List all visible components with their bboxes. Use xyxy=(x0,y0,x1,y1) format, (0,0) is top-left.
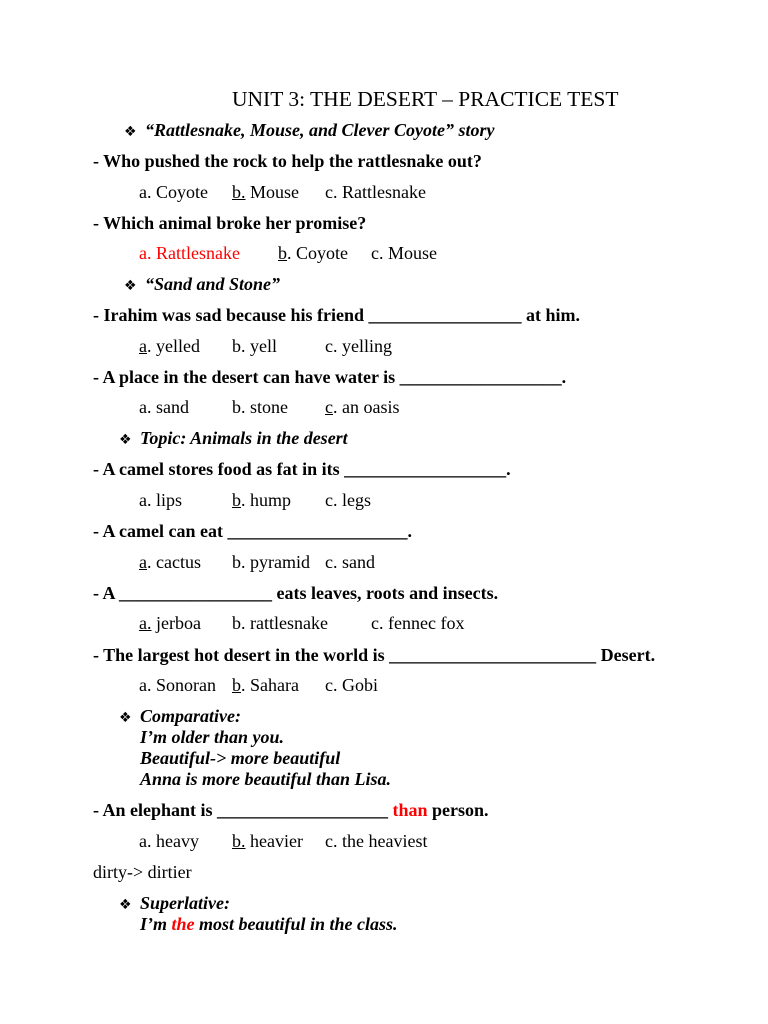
question-7: - A _________________ eats leaves, roots and insects. xyxy=(93,583,499,603)
diamond-bullet-icon: ❖ xyxy=(119,432,132,448)
question-8-option-c xyxy=(325,675,378,696)
option-text: . cactus xyxy=(147,552,201,572)
question-3-option-a xyxy=(139,336,200,357)
question-text: - An elephant is ___________________ xyxy=(93,800,393,820)
diamond-bullet-icon: ❖ xyxy=(119,897,132,913)
option-text: a. Coyote xyxy=(139,182,208,202)
option-text: c. Gobi xyxy=(325,675,378,695)
question-2: - Which animal broke her promise? xyxy=(93,213,367,233)
section-heading-text: “Sand and Stone” xyxy=(145,274,281,294)
question-9-option-a xyxy=(139,831,199,852)
question-4: - A place in the desert can have water is __________________. xyxy=(93,367,567,387)
option-text: jerboa xyxy=(151,613,201,633)
option-text: c. fennec fox xyxy=(371,613,465,633)
section-heading-text: Topic: Animals in the desert xyxy=(140,428,348,448)
question-2-option-c xyxy=(371,243,437,264)
option-text: heavier xyxy=(245,831,303,851)
section-heading-superlative xyxy=(119,893,230,916)
option-text: c. the heaviest xyxy=(325,831,428,851)
option-marker: b xyxy=(232,490,241,510)
option-text: b. rattlesnake xyxy=(232,613,328,633)
question-4-option-b xyxy=(232,397,288,418)
option-text: a. heavy xyxy=(139,831,199,851)
diamond-bullet-icon: ❖ xyxy=(124,278,137,294)
highlighted-word: than xyxy=(392,800,428,820)
comparative-example-3: Anna is more beautiful than Lisa. xyxy=(140,769,392,789)
option-text: a. sand xyxy=(139,397,189,417)
question-3: - Irahim was sad because his friend _________________ at him. xyxy=(93,305,581,325)
section-heading-comparative xyxy=(119,706,241,729)
question-7-option-a xyxy=(139,613,201,634)
question-5-option-a xyxy=(139,490,182,511)
option-text: c. Mouse xyxy=(371,243,437,263)
question-7-option-b xyxy=(232,613,328,634)
option-marker: b. xyxy=(232,182,246,202)
option-text: b. stone xyxy=(232,397,288,417)
option-marker: b. xyxy=(232,831,246,851)
question-text: person. xyxy=(427,800,489,820)
option-text: a. Rattlesnake xyxy=(139,243,240,263)
example-text: I’m xyxy=(140,914,172,934)
option-text: c. legs xyxy=(325,490,371,510)
question-5-option-b xyxy=(232,490,291,511)
highlighted-word: the xyxy=(171,914,195,934)
section-heading-story-2 xyxy=(124,274,280,297)
diamond-bullet-icon: ❖ xyxy=(119,710,132,726)
question-8-option-a xyxy=(139,675,216,696)
option-text: . Coyote xyxy=(287,243,348,263)
option-marker: a xyxy=(139,552,147,572)
comparative-example-2: Beautiful-> more beautiful xyxy=(140,748,341,768)
section-heading-text: Comparative: xyxy=(140,706,241,726)
note-line: dirty-> dirtier xyxy=(93,862,192,882)
question-7-option-c xyxy=(371,613,464,634)
question-2-option-b xyxy=(278,243,348,264)
option-text: . Sahara xyxy=(241,675,299,695)
question-1-option-c xyxy=(325,182,426,203)
option-text: a. lips xyxy=(139,490,182,510)
question-9-option-b xyxy=(232,831,303,852)
option-marker: c xyxy=(325,397,333,417)
diamond-bullet-icon: ❖ xyxy=(124,124,137,140)
question-4-option-c xyxy=(325,397,400,418)
option-text: c. Rattlesnake xyxy=(325,182,426,202)
question-3-option-b xyxy=(232,336,277,357)
section-heading-story-1 xyxy=(124,120,495,143)
section-heading-text: Superlative: xyxy=(140,893,230,913)
question-1: - Who pushed the rock to help the rattlesnake out? xyxy=(93,151,482,171)
question-2-option-a xyxy=(139,243,240,264)
option-text: c. yelling xyxy=(325,336,392,356)
option-text: c. sand xyxy=(325,552,375,572)
question-8: - The largest hot desert in the world is _______________________ Desert. xyxy=(93,645,656,665)
option-marker: b xyxy=(278,243,287,263)
example-text: most beautiful in the class. xyxy=(194,914,398,934)
option-text: Mouse xyxy=(245,182,299,202)
option-text: b. pyramid xyxy=(232,552,310,572)
question-9-option-c xyxy=(325,831,427,852)
option-marker: a xyxy=(139,336,147,356)
question-6-option-b xyxy=(232,552,310,573)
page-title: UNIT 3: THE DESERT – PRACTICE TEST xyxy=(232,87,619,111)
option-text: . hump xyxy=(241,490,292,510)
question-3-option-c xyxy=(325,336,392,357)
option-marker: b xyxy=(232,675,241,695)
question-4-option-a xyxy=(139,397,189,418)
section-heading-text: “Rattlesnake, Mouse, and Clever Coyote” story xyxy=(145,120,495,140)
question-1-option-b xyxy=(232,182,299,203)
option-text: . yelled xyxy=(147,336,200,356)
question-5: - A camel stores food as fat in its __________________. xyxy=(93,459,511,479)
option-text: . an oasis xyxy=(333,397,400,417)
question-9 xyxy=(93,800,489,821)
option-marker: a. xyxy=(139,613,152,633)
superlative-example xyxy=(140,914,398,935)
question-5-option-c xyxy=(325,490,371,511)
option-text: a. Sonoran xyxy=(139,675,216,695)
question-6: - A camel can eat ____________________. xyxy=(93,521,412,541)
option-text: b. yell xyxy=(232,336,277,356)
question-6-option-a xyxy=(139,552,201,573)
comparative-example-1: I’m older than you. xyxy=(140,727,285,747)
section-heading-topic xyxy=(119,428,348,451)
question-1-option-a xyxy=(139,182,208,203)
question-8-option-b xyxy=(232,675,299,696)
question-6-option-c xyxy=(325,552,375,573)
